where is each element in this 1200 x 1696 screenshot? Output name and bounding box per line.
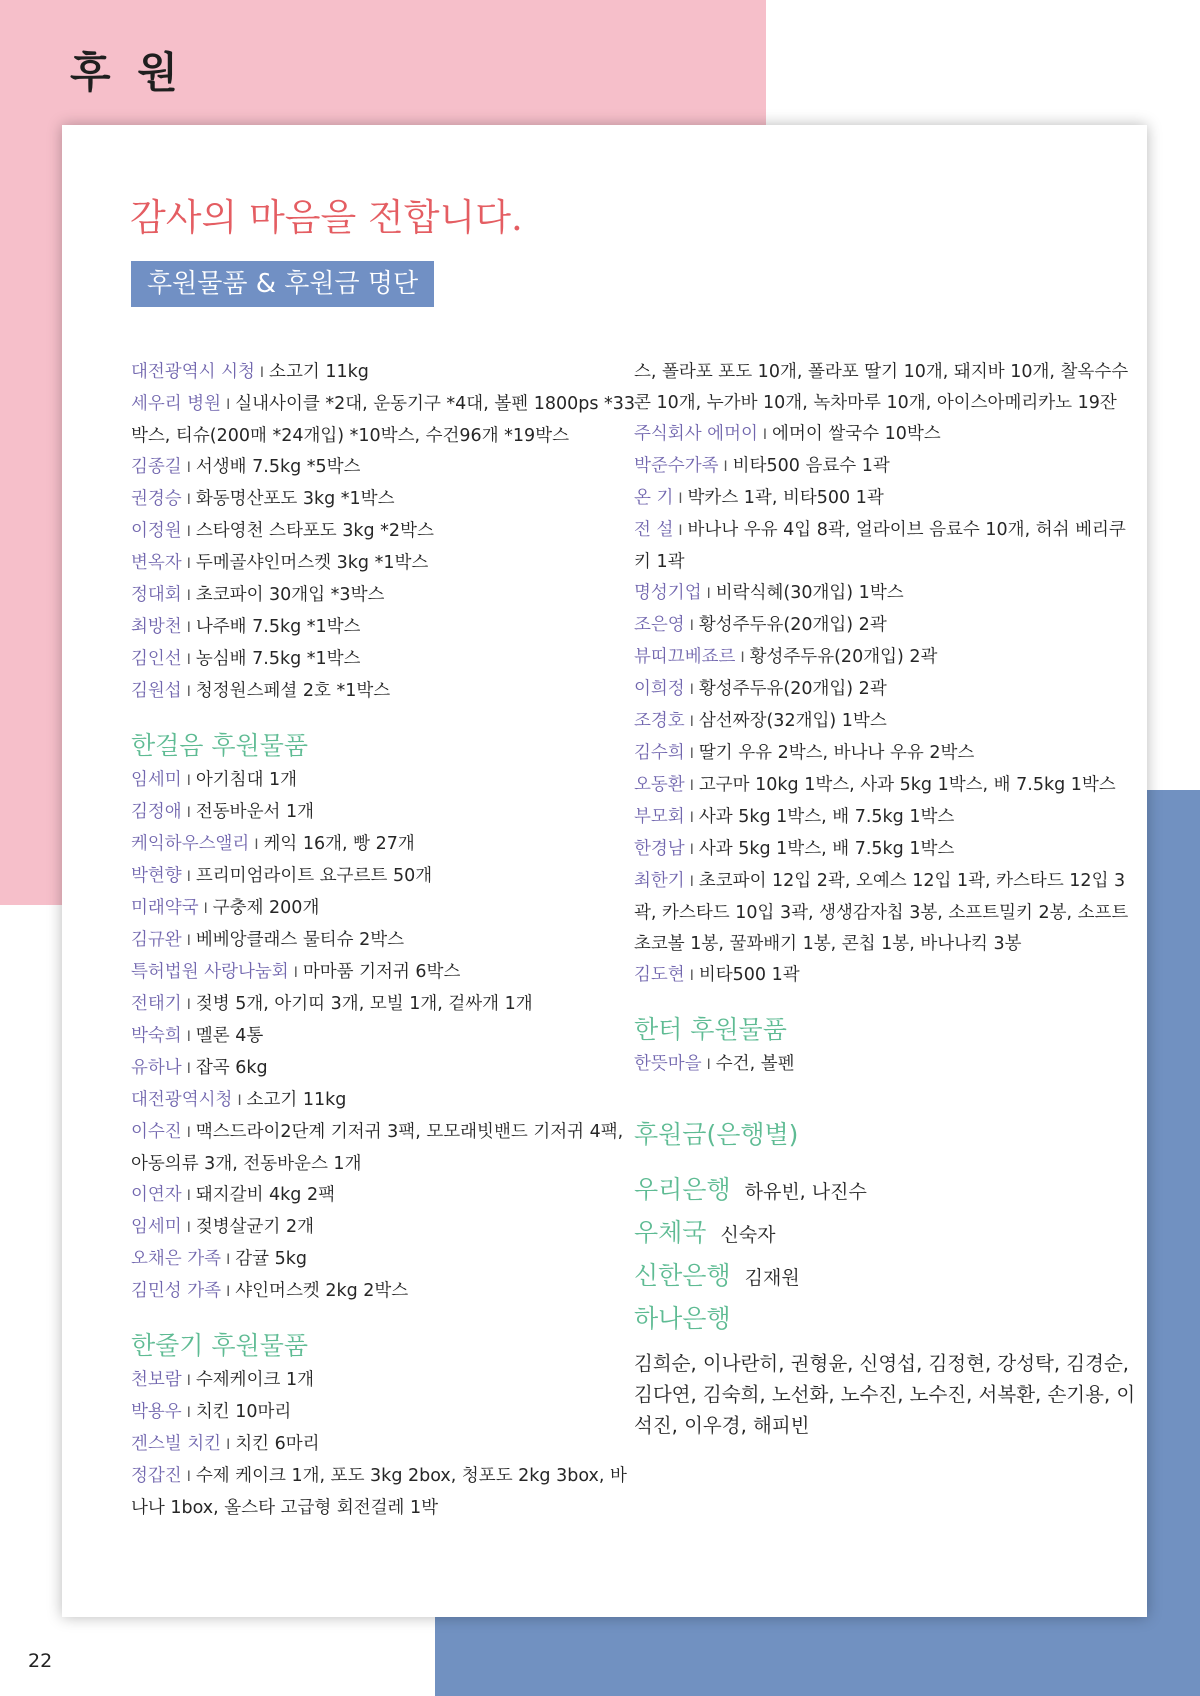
hanjulgi-section-title: 한줄기 후원물품 <box>131 1331 308 1360</box>
donor-name: 전 설 <box>634 520 674 540</box>
bank-donors: 하유빈, 나진수 <box>744 1181 867 1203</box>
donor-name: 조경호 <box>634 711 685 731</box>
separator: I <box>226 1437 231 1453</box>
donor-name: 최방천 <box>131 617 182 637</box>
donated-items: 비타500 음료수 1곽 <box>732 456 890 476</box>
donated-items: 마마품 기저귀 6박스 <box>302 962 461 982</box>
donor-entry <box>634 515 1139 578</box>
donated-items: 치킨 10마리 <box>195 1402 292 1422</box>
general-donations-list <box>131 357 641 708</box>
donated-items: 바나나 우유 4입 8곽, 얼라이브 음료수 10개, 허쉬 베리쿠키 1곽 <box>634 520 1126 572</box>
hangeoreum-section-title: 한걸음 후원물품 <box>131 731 308 760</box>
donor-entry <box>131 765 641 797</box>
separator: I <box>689 714 694 730</box>
donor-entry <box>634 483 1139 515</box>
donor-entry <box>131 829 641 861</box>
donor-name: 정대회 <box>131 585 182 605</box>
separator: I <box>203 901 208 917</box>
separator: I <box>186 773 191 789</box>
donor-entry <box>131 548 641 580</box>
donated-items: 딸기 우유 2박스, 바나나 우유 2박스 <box>698 743 975 763</box>
donor-entry <box>131 389 641 452</box>
donated-items: 황성주두유(20개입) 2곽 <box>698 615 887 635</box>
donor-name: 박숙희 <box>131 1026 182 1046</box>
separator: I <box>186 869 191 885</box>
donated-items: 수건, 볼펜 <box>715 1054 795 1074</box>
donated-items: 비타500 1곽 <box>698 965 800 985</box>
donor-entry <box>131 676 641 708</box>
separator: I <box>186 620 191 636</box>
donor-name: 한뜻마을 <box>634 1054 702 1074</box>
donated-items: 실내사이클 *2대, 운동기구 *4대, 볼펜 1800ps *33박스, 티슈(200매 *24개입) *10박스, 수건96개 *19박스 <box>131 394 636 446</box>
donated-items: 서생배 7.5kg *5박스 <box>195 457 361 477</box>
separator: I <box>689 874 694 890</box>
donor-name: 세우리 병원 <box>131 394 222 414</box>
hana-bank-donors: 김희순, 이나란히, 권형윤, 신영섭, 김정현, 강성탁, 김경순, 김다연, 김숙희, 노선화, 노수진, 노수진, 서복환, 손기용, 이석진, 이우경, 해피빈 <box>634 1352 1136 1437</box>
donor-name: 오동환 <box>634 775 685 795</box>
hangeoreum-donations-list <box>131 765 641 1308</box>
donated-items: 베베앙클래스 물티슈 2박스 <box>195 930 405 950</box>
donor-entry <box>131 797 641 829</box>
donor-entry <box>131 1053 641 1085</box>
donated-items: 박카스 1곽, 비타500 1곽 <box>687 488 884 508</box>
donor-name: 최한기 <box>634 871 685 891</box>
content-card <box>62 125 1147 1617</box>
page-number: 22 <box>28 1650 53 1672</box>
separator: I <box>237 1093 242 1109</box>
donated-items: 황성주두유(20개입) 2곽 <box>749 647 938 667</box>
donated-items: 케익 16개, 빵 27개 <box>263 834 415 854</box>
donor-entry <box>131 1180 641 1212</box>
bank-donors: 김재원 <box>744 1267 800 1289</box>
separator: I <box>226 1284 231 1300</box>
separator: I <box>762 427 768 443</box>
donated-items: 소고기 11kg <box>246 1090 347 1110</box>
donor-entry <box>634 770 1139 802</box>
donor-name: 유하나 <box>131 1058 182 1078</box>
donor-name: 이연자 <box>131 1185 182 1205</box>
donated-items: 젖병살균기 2개 <box>195 1217 314 1237</box>
separator: I <box>689 682 694 698</box>
donor-entry <box>131 612 641 644</box>
donor-name: 변옥자 <box>131 553 182 573</box>
separator: I <box>723 459 728 475</box>
donor-name: 이정원 <box>131 521 182 541</box>
separator: I <box>259 365 265 381</box>
donor-name: 박준수가족 <box>634 456 719 476</box>
donor-entry <box>634 419 1139 451</box>
donor-entry <box>131 925 641 957</box>
donated-items: 나주배 7.5kg *1박스 <box>195 617 361 637</box>
bank-name: 우체국 <box>634 1218 707 1247</box>
right-column <box>634 357 1139 1441</box>
donated-items: 사과 5kg 1박스, 배 7.5kg 1박스 <box>698 839 955 859</box>
donor-name: 권경승 <box>131 489 182 509</box>
separator: I <box>740 650 745 666</box>
donor-name: 천보람 <box>131 1370 182 1390</box>
donated-items: 치킨 6마리 <box>235 1434 320 1454</box>
donor-entry <box>131 1212 641 1244</box>
donated-items: 잡곡 6kg <box>195 1058 268 1078</box>
bank-row <box>634 1170 1139 1213</box>
separator: I <box>689 778 694 794</box>
donor-name: 오채은 가족 <box>131 1249 222 1269</box>
donor-entry <box>634 866 1139 960</box>
donated-items: 비락식혜(30개입) 1박스 <box>715 583 904 603</box>
donor-entry <box>131 1276 641 1308</box>
separator: I <box>689 746 694 762</box>
bank-name: 우리은행 <box>634 1175 731 1204</box>
bank-donors: 신숙자 <box>720 1224 776 1246</box>
donor-name: 조은영 <box>634 615 685 635</box>
separator: I <box>186 997 191 1013</box>
right-donations-list <box>634 419 1139 992</box>
donor-entry <box>131 893 641 925</box>
donor-entry <box>634 706 1139 738</box>
donated-items: 전동바운서 1개 <box>195 802 314 822</box>
donated-items: 아기침대 1개 <box>195 770 298 790</box>
donor-entry <box>634 578 1139 610</box>
donor-name: 김종길 <box>131 457 182 477</box>
donor-entry <box>131 357 641 389</box>
donor-entry <box>131 1085 641 1117</box>
donor-entry <box>131 580 641 612</box>
donated-items: 구충제 200개 <box>212 898 320 918</box>
donated-items: 맥스드라이2단계 기저귀 3팩, 모모래빗밴드 기저귀 4팩, 아동의류 3개, 전동바운스 1개 <box>131 1122 624 1174</box>
separator: I <box>254 837 259 853</box>
donor-name: 대전광역시청 <box>131 1090 233 1110</box>
donor-list-banner: 후원물품 & 후원금 명단 <box>131 261 434 307</box>
separator: I <box>186 805 191 821</box>
donor-name: 김정애 <box>131 802 182 822</box>
thanks-title: 감사의 마음을 전합니다. <box>130 196 523 239</box>
donor-entry <box>634 451 1139 483</box>
funds-section-title: 후원금(은행별) <box>634 1120 799 1149</box>
donor-name: 뷰띠끄베죠르 <box>634 647 736 667</box>
donor-entry <box>131 1429 641 1461</box>
donor-entry <box>131 484 641 516</box>
donor-entry <box>634 802 1139 834</box>
donated-items: 초코파이 12입 2곽, 오예스 12입 1곽, 카스타드 12입 3곽, 카스타드 10입 3곽, 생생감자칩 3봉, 소프트밀키 2봉, 소프트초코볼 1봉, 꿀꽈배기 1봉, 콘칩 1봉, 바나나킥 3봉 <box>634 871 1129 954</box>
separator: I <box>706 586 711 602</box>
donor-name: 이희정 <box>634 679 685 699</box>
hanjulgi-donations-list <box>131 1365 641 1524</box>
donated-items: 감귤 5kg <box>235 1249 307 1269</box>
donor-name: 김민성 가족 <box>131 1281 222 1301</box>
donated-items: 에머이 쌀국수 10박스 <box>772 424 941 444</box>
separator: I <box>186 524 191 540</box>
separator: I <box>186 1029 191 1045</box>
donor-name: 김인선 <box>131 649 182 669</box>
donor-entry <box>131 1397 641 1429</box>
donated-items: 사과 5kg 1박스, 배 7.5kg 1박스 <box>698 807 955 827</box>
donated-items: 스타영천 스타포도 3kg *2박스 <box>195 521 434 541</box>
hanteo-section-title: 한터 후원물품 <box>634 1015 787 1044</box>
left-column <box>131 357 641 1524</box>
donated-items: 샤인머스켓 2kg 2박스 <box>235 1281 409 1301</box>
donated-items: 청정원스페셜 2호 *1박스 <box>195 681 391 701</box>
donated-items: 소고기 11kg <box>269 362 369 382</box>
donor-entry <box>131 516 641 548</box>
separator: I <box>678 491 683 507</box>
separator: I <box>689 842 694 858</box>
separator: I <box>186 1405 191 1421</box>
donated-items: 멜론 4통 <box>195 1026 264 1046</box>
donor-name: 대전광역시 시청 <box>131 362 255 382</box>
donor-name: 임세미 <box>131 1217 182 1237</box>
donor-entry <box>131 1365 641 1397</box>
separator: I <box>689 968 694 984</box>
donor-entry <box>131 957 641 989</box>
donor-name: 명성기업 <box>634 583 702 603</box>
separator: I <box>186 1061 191 1077</box>
bank-row <box>634 1256 1139 1299</box>
separator: I <box>689 618 694 634</box>
donor-entry <box>634 674 1139 706</box>
donor-name: 전태기 <box>131 994 182 1014</box>
donated-items: 젖병 5개, 아기띠 3개, 모빌 1개, 겉싸개 1개 <box>195 994 533 1014</box>
donor-entry <box>634 834 1139 866</box>
continued-entry-text: 스, 폴라포 포도 10개, 폴라포 딸기 10개, 돼지바 10개, 찰옥수수콘 10개, 누가바 10개, 녹차마루 10개, 아이스아메리카노 19잔 <box>634 362 1129 413</box>
donated-items: 프리미엄라이트 요구르트 50개 <box>195 866 433 886</box>
donor-entry <box>131 644 641 676</box>
separator: I <box>186 460 191 476</box>
donated-items: 수제 케이크 1개, 포도 3kg 2box, 청포도 2kg 3box, 바나나 1box, 올스타 고급형 회전걸레 1박 <box>131 1466 627 1518</box>
separator: I <box>689 810 694 826</box>
donor-name: 김수희 <box>634 743 685 763</box>
separator: I <box>186 1373 191 1389</box>
separator: I <box>706 1057 711 1073</box>
donor-name: 박현향 <box>131 866 182 886</box>
separator: I <box>226 1252 231 1268</box>
separator: I <box>678 523 683 539</box>
separator: I <box>226 397 231 413</box>
donor-entry <box>131 452 641 484</box>
bank-name: 하나은행 <box>634 1304 731 1333</box>
separator: I <box>186 588 191 604</box>
page-heading: 후 원 <box>70 48 184 97</box>
separator: I <box>186 1188 191 1204</box>
separator: I <box>186 1469 191 1485</box>
donated-items: 수제케이크 1개 <box>195 1370 314 1390</box>
separator: I <box>186 1125 191 1141</box>
donor-name: 정갑진 <box>131 1466 182 1486</box>
donor-entry <box>634 610 1139 642</box>
donor-name: 부모회 <box>634 807 685 827</box>
donor-name: 주식회사 에머이 <box>634 424 758 444</box>
donor-entry <box>131 1244 641 1276</box>
donor-name: 김규완 <box>131 930 182 950</box>
donor-entry <box>131 1021 641 1053</box>
donor-name: 임세미 <box>131 770 182 790</box>
donor-name: 이수진 <box>131 1122 182 1142</box>
bank-row <box>634 1213 1139 1256</box>
bank-row-hana <box>634 1299 1139 1342</box>
donor-name: 케익하우스앨리 <box>131 834 250 854</box>
separator: I <box>293 965 298 981</box>
separator: I <box>186 492 191 508</box>
bank-name: 신한은행 <box>634 1261 731 1290</box>
donor-name: 한경남 <box>634 839 685 859</box>
donor-entry <box>131 1461 641 1524</box>
donor-entry <box>634 642 1139 674</box>
separator: I <box>186 556 191 572</box>
separator: I <box>186 1220 191 1236</box>
donor-entry <box>634 1049 1139 1081</box>
separator: I <box>186 652 191 668</box>
donor-name: 김원섭 <box>131 681 182 701</box>
donated-items: 삼선짜장(32개입) 1박스 <box>698 711 887 731</box>
donor-name: 미래약국 <box>131 898 199 918</box>
donor-entry <box>131 989 641 1021</box>
separator: I <box>186 933 191 949</box>
donated-items: 고구마 10kg 1박스, 사과 5kg 1박스, 배 7.5kg 1박스 <box>698 775 1116 795</box>
donated-items: 농심배 7.5kg *1박스 <box>195 649 361 669</box>
donor-name: 김도현 <box>634 965 685 985</box>
donor-entry <box>131 1117 641 1180</box>
donor-name: 온 기 <box>634 488 674 508</box>
bank-donors-list <box>634 1170 1139 1299</box>
separator: I <box>186 684 191 700</box>
donor-name: 겐스빌 치킨 <box>131 1434 222 1454</box>
donated-items: 초코파이 30개입 *3박스 <box>195 585 385 605</box>
donor-name: 특허법원 사랑나눔회 <box>131 962 289 982</box>
donor-entry <box>634 960 1139 992</box>
donated-items: 화동명산포도 3kg *1박스 <box>195 489 395 509</box>
donor-entry <box>131 861 641 893</box>
hanteo-donations-list <box>634 1049 1139 1081</box>
donated-items: 두메골샤인머스켓 3kg *1박스 <box>195 553 429 573</box>
donated-items: 돼지갈비 4kg 2팩 <box>195 1185 336 1205</box>
donated-items: 황성주두유(20개입) 2곽 <box>698 679 887 699</box>
donor-entry <box>634 738 1139 770</box>
donor-name: 박용우 <box>131 1402 182 1422</box>
